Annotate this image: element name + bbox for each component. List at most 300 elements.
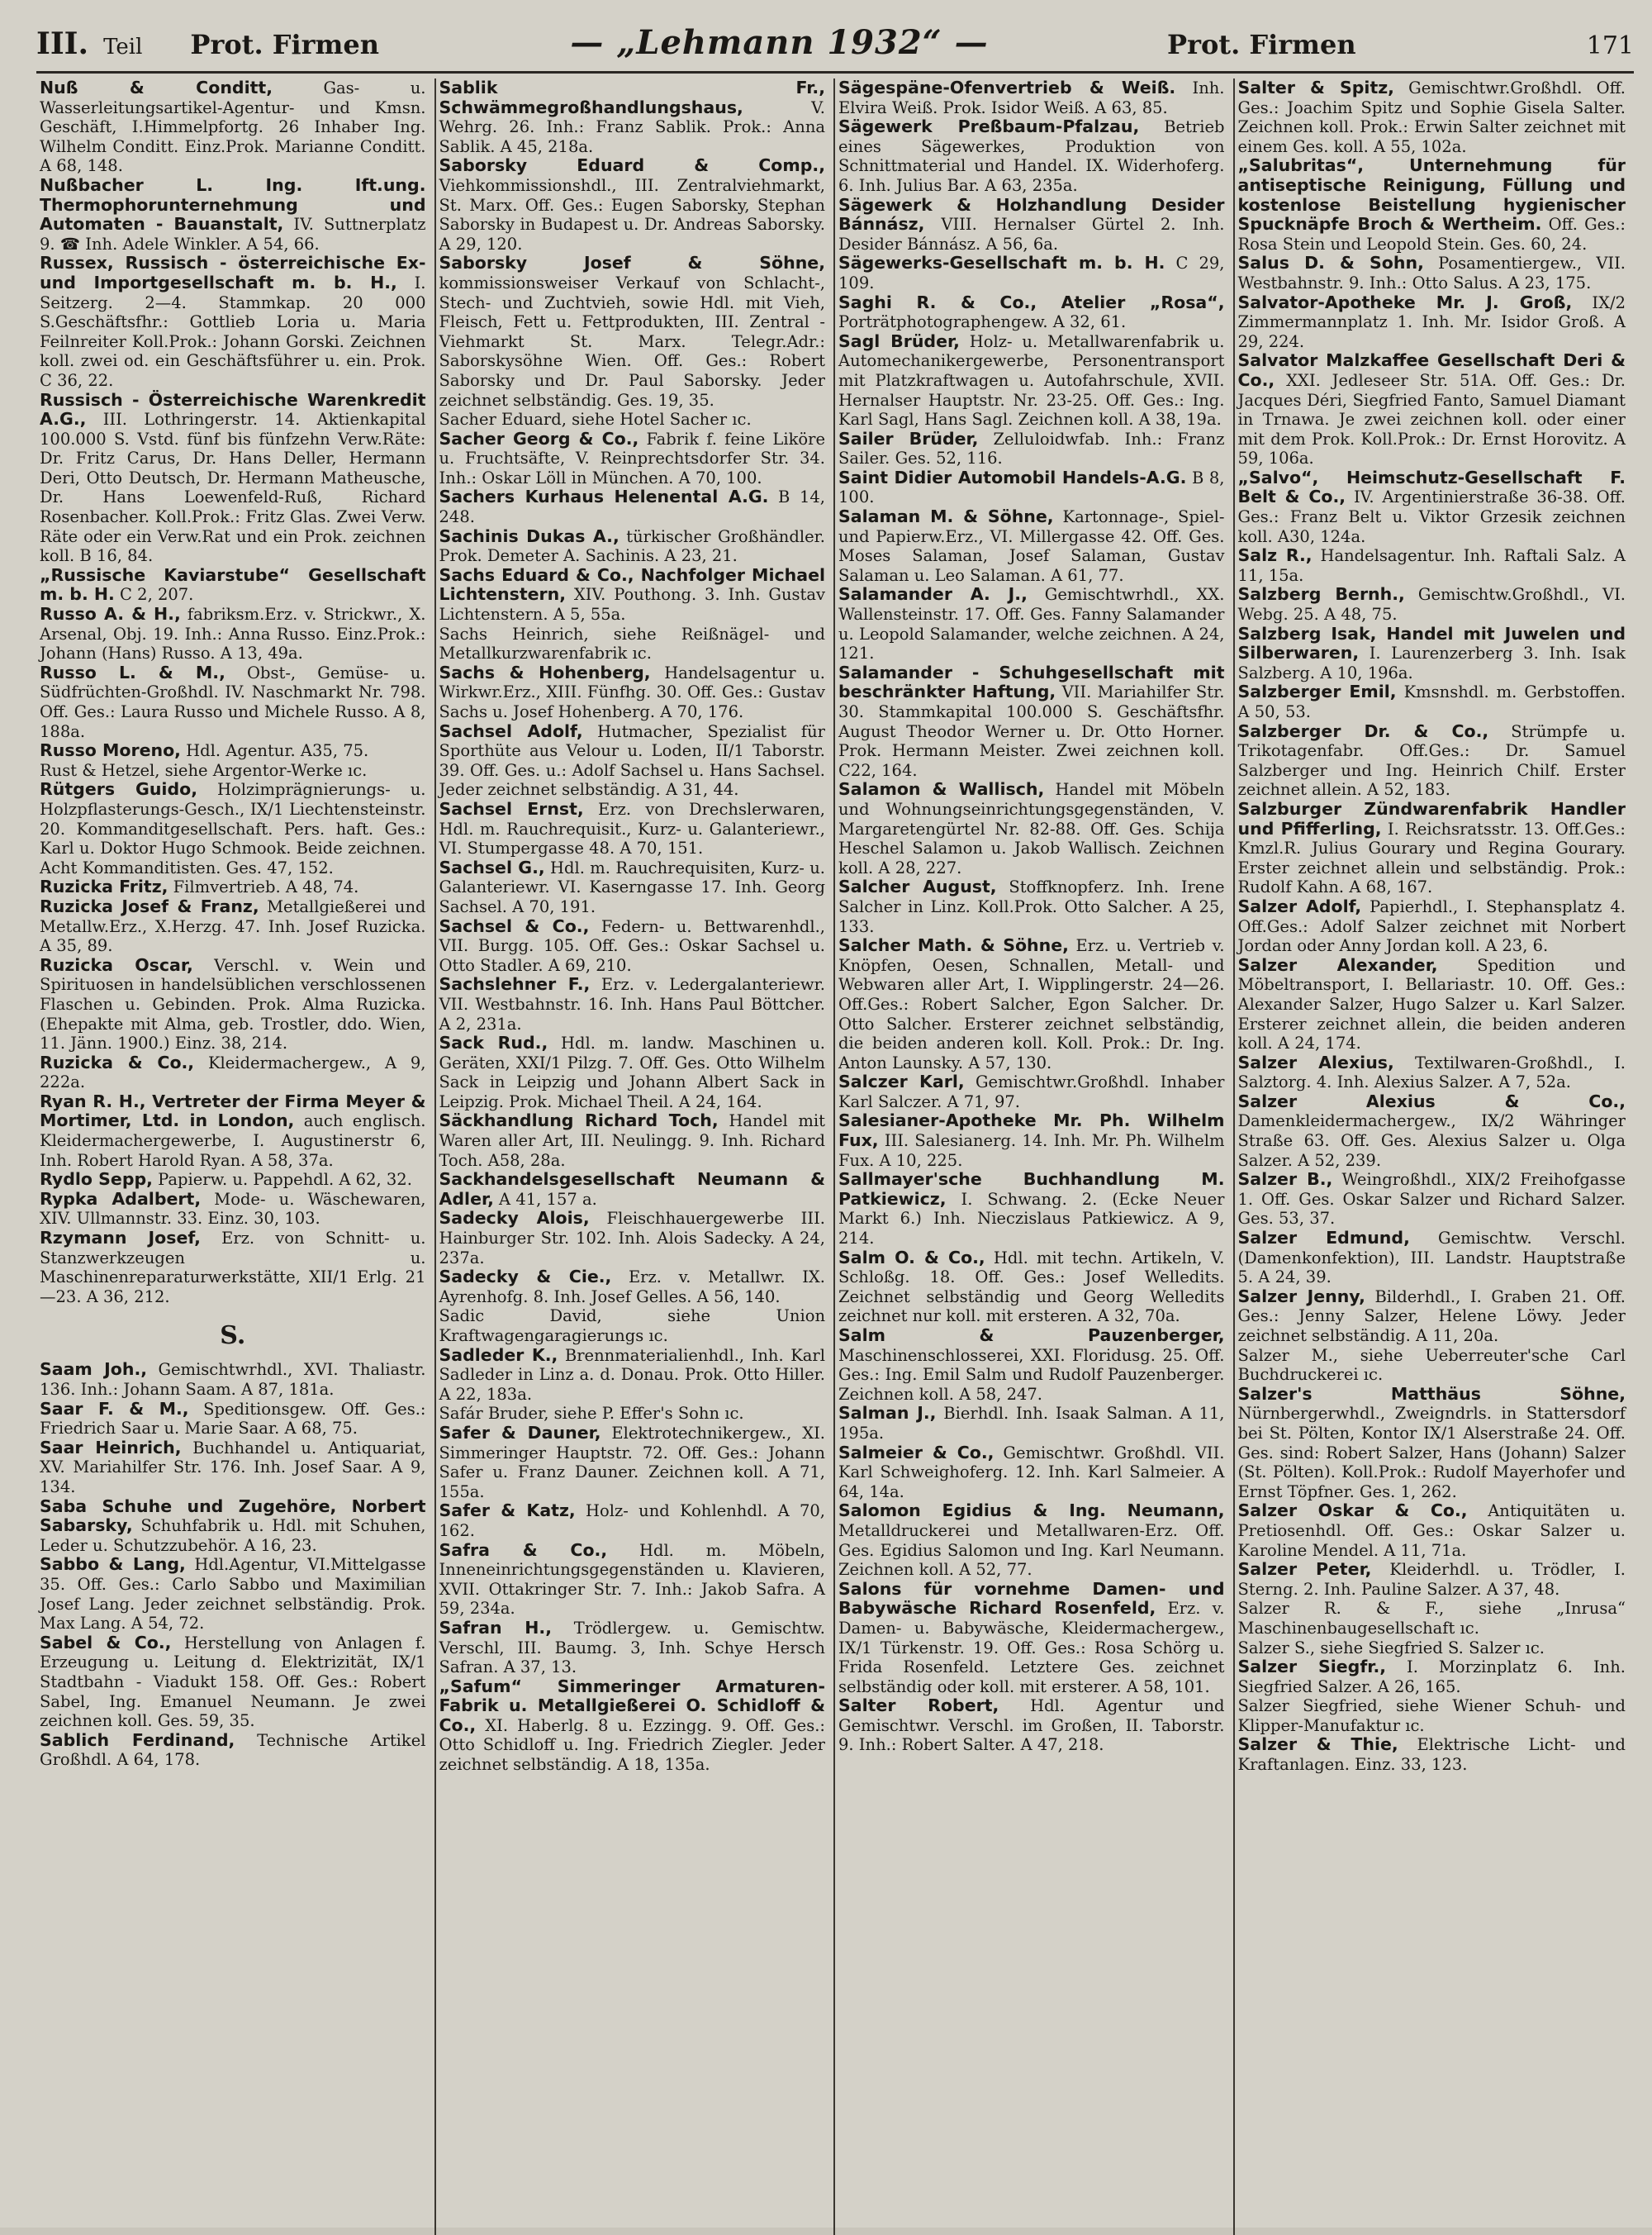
firm-name: Ruzicka Fritz, [40,877,169,897]
entry-details: Elektrotechnikergew., XI. Simmeringer Hauptstr. 72. Off. Ges.: Johann Safer u. Franz Dauner. Zeichnen koll. A 71, 155a. [439,1423,825,1501]
firm-name: Salvator Malzkaffee Gesellschaft Deri & Co., [1237,350,1626,390]
directory-entry [838,332,1225,430]
entry-details: Nürnbergerwhdl., Zweigndrls. in Stattersdorf bei St. Pölten, Kontor IX/1 Alserstraße 24. Off. Ges. sind: Robert Salzer, Hans (Johann) Salzer (St. Pölten). Koll.Prok.: Rudolf Mayerhofer und Ernst Töpfner. Ges. 1, 262. [1237,1404,1626,1501]
directory-entry [1238,468,1626,546]
directory-entry [1238,897,1626,956]
firm-name: Saar F. & M., [40,1398,189,1419]
entry-details: Zelluloidwfab. Inh.: Franz Sailer. Ges. 52, 116. [838,429,1225,468]
entry-details: XXI. Jedleseer Str. 51A. Off. Ges.: Dr. Jacques Déri, Siegfried Fanto, Samuel Diamant in Trnawa. Je zwei zeichnen koll. oder einer mit dem Prok. Koll.Prok.: Dr. Ernst Horovitz. A 59, 106a. [1237,370,1626,468]
entry-details: Kartonnage-, Spiel- und Papierw.Erz., VI. Millergasse 42. Off. Ges. Moses Salaman, Josef Salaman, Gustav Salaman u. Leo Salaman. A 61, 77. [838,507,1225,585]
firm-name: Sachsel G., [439,857,545,877]
entry-details: Schuhfabrik u. Hdl. mit Schuhen, Leder u. Schutzzubehör. A 16, 23. [40,1516,426,1555]
firm-name: Salzberger Emil, [1237,682,1397,702]
directory-entry [439,722,826,800]
firm-name: Salczer Karl, [838,1072,965,1092]
entry-details: Trödlergew. u. Gemischtw. Verschl, III. Baumg. 3, Inh. Schye Hersch Safran. A 37, 13. [439,1618,825,1677]
directory-entry [1238,546,1626,585]
entry-details: Salzer S., siehe Siegfried S. Salzer ıc. [1237,1638,1545,1657]
firm-name: Ruzicka & Co., [40,1052,195,1072]
directory-entry [439,975,826,1034]
directory-entry [1238,1229,1626,1287]
firm-name: Salesianer-Apotheke Mr. Ph. Wilhelm Fux, [838,1110,1225,1151]
directory-entry [1238,800,1626,897]
entry-details: Gemischtwrhdl., XVI. Thaliastr. 136. Inh.: Johann Saam. A 87, 181a. [40,1360,426,1399]
firm-name: Rzymann Josef, [40,1228,201,1248]
directory-entry [1238,1287,1626,1346]
firm-name: Sacher Georg & Co., [439,428,639,449]
firm-name: Safra & Co., [439,1539,608,1560]
directory-entry [1238,1385,1626,1502]
directory-entry [838,78,1225,117]
firm-name: Safran H., [439,1617,552,1638]
directory-entry [1238,1638,1626,1658]
firm-name: Saghi R. & Co., Atelier „Rosa“, [838,292,1225,312]
firm-name: Sägewerks-Gesellschaft m. b. H. [838,253,1165,273]
entry-details: Mode- u. Wäschewaren, XIV. Ullmannstr. 33. Einz. 30, 103. [40,1189,426,1229]
firm-name: Salamander - Schuhgesellschaft mit beschränkter Haftung, [838,662,1225,702]
directory-entry [838,468,1225,507]
entry-details: Hdl. m. Rauchrequisiten, Kurz- u. Galanteriewr. VI. Kaserngasse 17. Inh. Georg Sachsel. A 70, 191. [439,858,825,916]
directory-entry [439,917,826,976]
entry-details: Technische Artikel Großhdl. A 64, 178. [40,1730,426,1770]
directory-entry [439,800,826,858]
entry-details: fabriksm.Erz. v. Strickwr., X. Arsenal, Obj. 19. Inh.: Anna Russo. Einz.Prok.: Johann (Hans) Russo. A 13, 49a. [40,605,426,663]
entry-details: Safár Bruder, siehe P. Effer's Sohn ıc. [439,1404,744,1424]
entry-details: Erz. v. Ledergalanteriewr. VII. Westbahnstr. 16. Inh. Hans Paul Böttcher. A 2, 231a. [439,975,825,1034]
firm-name: Salamon & Wallisch, [838,779,1045,800]
entry-details: Gemischtwr. Großhdl. VII. Karl Schweighoferg. 12. Inh. Karl Salmeier. A 64, 14a. [838,1443,1225,1501]
entry-details: Gas- u. Wasserleitungsartikel-Agentur- und Kmsn. Geschäft, I.Himmelpfortg. 26 Inhaber Ing. Wilhelm Conditt. Einz.Prok. Marianne Conditt. A 68, 148. [40,78,426,176]
entry-details: Obst-, Gemüse- u. Südfrüchten-Großhdl. IV. Naschmarkt Nr. 798. Off. Ges.: Laura Russo und Michele Russo. A 8, 188a. [40,663,426,741]
entry-details: C 2, 207. [114,585,194,605]
entry-details: Antiquitäten u. Pretiosenhdl. Off. Ges.: Oskar Salzer u. Karoline Mendel. A 11, 71a. [1237,1501,1626,1560]
firm-name: Saborsky Eduard & Comp., [439,155,825,176]
entry-details: Damenkleidermachergew., IX/2 Währinger Straße 63. Off. Ges. Alexius Salzer u. Olga Salzer. A 52, 239. [1237,1111,1626,1170]
directory-entry [40,877,426,897]
firm-name: Salzer Siegfr., [1237,1657,1387,1677]
entry-details: I. Schwang. 2. (Ecke Neuer Markt 6.) Inh. Nieczislaus Patkiewicz. A 9, 214. [838,1189,1225,1248]
firm-name: Salzer Jenny, [1237,1286,1365,1306]
directory-entry [40,1633,426,1731]
firm-name: Safer & Dauner, [439,1422,601,1443]
entry-details: Hdl. m. Möbeln, Inneneinrichtungsgegenständen u. Klavieren, XVII. Ottakringer Str. 7. Inh.: Jakob Safra. A 59, 234a. [439,1540,825,1619]
section-right: Prot. Firmen [1167,29,1356,60]
directory-entry [40,1555,426,1633]
directory-entry [1238,1170,1626,1229]
firm-name: Salons für vornehme Damen- und Babywäsche Richard Rosenfeld, [838,1578,1225,1619]
entry-details: Off. Ges.: Rosa Stein und Leopold Stein. Ges. 60, 24. [1237,215,1626,254]
firm-name: Russo Moreno, [40,740,181,761]
directory-entry [40,1053,426,1092]
firm-name: Salzer & Thie, [1237,1734,1398,1755]
entry-details: VIII. Hernalser Gürtel 2. Inh. Desider Bánnász. A 56, 6a. [838,215,1225,254]
firm-name: Sachinis Dukas A., [439,525,620,546]
entry-details: Posamentiergew., VII. Westbahnstr. 9. Inh.: Otto Salus. A 23, 175. [1237,254,1626,292]
directory-entry [838,1501,1225,1579]
directory-entry [40,254,426,390]
directory-entry [838,1580,1225,1697]
entry-details: auch englisch. Kleidermachergewerbe, I. Augustinerstr 6, Inh. Robert Harold Ryan. A 58, 37a. [40,1111,426,1170]
firm-name: Rydlo Sepp, [40,1169,153,1190]
directory-entry [40,1731,426,1770]
directory-entry [838,254,1225,292]
entry-details: Filmvertrieb. A 48, 74. [168,877,359,897]
entry-details: Maschinenschlosserei, XXI. Floridusg. 25. Off. Ges.: Ing. Emil Salm und Rudolf Pauzenberger. Zeichnen koll. A 58, 247. [838,1345,1225,1404]
directory-entry [838,293,1225,332]
entry-details: Erz. von Schnitt- u. Stanzwerkzeugen u. Maschinenreparaturwerkstätte, XII/1 Erlg. 21—23. A 36, 212. [40,1229,426,1306]
entry-details: Elektrische Licht- und Kraftanlagen. Einz. 33, 123. [1237,1735,1626,1775]
firm-name: Sadecky & Cie., [439,1267,612,1287]
entry-details: IX/2 Zimmermannplatz 1. Inh. Mr. Isidor Groß. A 29, 224. [1237,292,1626,351]
directory-entry [439,1541,826,1619]
firm-name: Salus D. & Sohn, [1237,253,1424,273]
entry-details: Gemischtwrhdl., XX. Wallensteinstr. 17. Off. Ges. Fanny Salamander u. Leopold Salamander, welche zeichnen. A 24, 121. [838,585,1225,663]
entry-details: Hdl. mit techn. Artikeln, V. Schloßg. 18. Off. Ges.: Josef Welledits. Zeichnet selbständig und Georg Welledits zeichnet nur koll. mit ersteren. A 32, 70a. [838,1248,1225,1326]
entry-details: Holz- u. Metallwarenfabrik u. Automechanikergewerbe, Personentransport mit Platzkraftwagen u. Autofahrschule, XVII. Hernalser Hauptstr. Nr. 23-25. Off. Ges.: Ing. Karl Sagl, Hans Sagl. Zeichnen koll. A 38, 19a. [838,331,1225,430]
firm-name: Sägewerk & Holzhandlung Desider Bánnász, [838,194,1225,235]
entry-details: C 29, 109. [838,254,1225,292]
entry-details: Erz. v. Damen- u. Babywäsche, Kleidermachergew., IX/1 Türkenstr. 19. Off. Ges.: Rosa Schörg u. Frida Rosenfeld. Letztere Ges. zeichnet selbständig oder koll. mit ersterer. A 58, 101. [838,1599,1225,1696]
directory-entry [439,1209,826,1267]
entry-details: Papierw. u. Pappehdl. A 62, 32. [152,1170,412,1190]
entry-details: türkischer Großhändler. Prok. Demeter A. Sachinis. A 23, 21. [439,526,825,566]
directory-entry [439,1306,826,1345]
firm-name: Sägewerk Preßbaum-Pfalzau, [838,117,1140,137]
directory-entry [838,1111,1225,1170]
directory-entry [439,1267,826,1306]
firm-name: Sablik Fr., Schwämmegroßhandlungshaus, [439,78,825,117]
firm-name: Salzer Alexander, [1237,954,1438,975]
directory-entry [439,566,826,625]
entry-details: V. Wehrg. 26. Inh.: Franz Sablik. Prok.: Anna Sablik. A 45, 218a. [439,97,825,156]
firm-name: Salzberg Isak, Handel mit Juwelen und Silberwaren, [1237,623,1626,663]
entry-details: Verschl. v. Wein und Spirituosen in handelsüblichen verschlossenen Flaschen u. Gebinden. Prok. Alma Ruzicka. (Ehepakte mit Alma, geb. Trostler, ddo. Wien, 11. Jänn. 1900.) Einz. 38, 214. [40,955,426,1053]
entry-details: Metalldruckerei und Metallwaren-Erz. Off. Ges. Egidius Salomon und Ing. Karl Neumann. Zeichnen koll. A 52, 77. [838,1520,1225,1580]
directory-entry [1238,1053,1626,1092]
entry-details: Kmsnshdl. m. Gerbstoffen. A 50, 53. [1237,682,1626,721]
firm-name: Safer & Katz, [439,1500,576,1521]
directory-entry [439,254,826,410]
firm-name: Sadleder K., [439,1344,558,1365]
firm-name: Nußbacher L. Ing. Ift.ung. Thermophorunternehmung und Automaten - Bauanstalt, [40,174,426,235]
entry-details: Handel mit Möbeln und Wohnungseinrichtungsgegenständen, V. Margaretengürtel Nr. 82-88. Off. Ges. Schija Heschel Salamon u. Jakob Wallisch. Zeichnen koll. A 28, 227. [838,780,1225,877]
column-4 [1235,78,1635,2235]
entry-details: Federn- u. Bettwarenhdl., VII. Burgg. 105. Off. Ges.: Oskar Sachsel u. Otto Stadler. A 69, 210. [439,916,825,975]
firm-name: Sachers Kurhaus Helenental A.G. [439,487,769,507]
firm-name: Ryan R. H., Vertreter der Firma Meyer & Mortimer, Ltd. in London, [40,1091,426,1131]
firm-name: Salomon Egidius & Ing. Neumann, [838,1500,1225,1521]
directory-entry [838,585,1225,663]
directory-entry [439,1677,826,1775]
directory-entry [838,1326,1225,1404]
entry-details: Brennmaterialienhdl., Inh. Karl Sadleder in Linz a. d. Donau. Prok. Otto Hiller. A 22, 183a. [439,1345,825,1404]
firm-name: Sablich Ferdinand, [40,1729,235,1750]
firm-name: Salzberger Dr. & Co., [1237,720,1489,741]
firm-name: Salz R., [1237,545,1313,566]
directory-entry [40,1190,426,1229]
entry-details: Hdl. Agentur und Gemischtwr. Verschl. im Großen, II. Taborstr. 9. Inh.: Robert Salter. A 47, 218. [838,1696,1225,1755]
directory-entry [439,487,826,526]
entry-details: Viehkommissionshdl., III. Zentralviehmarkt, St. Marx. Off. Ges.: Eugen Saborsky, Stephan Saborsky in Budapest u. Dr. Andreas Saborsky. A 29, 120. [439,175,825,254]
entry-details: Fleischhauergewerbe III. Hainburger Str. 102. Inh. Alois Sadecky. A 24, 237a. [439,1209,825,1267]
firm-name: Saba Schuhe und Zugehöre, Norbert Sabarsky, [40,1496,426,1536]
directory-entry [1238,1346,1626,1385]
entry-details: Strümpfe u. Trikotagenfabr. Off.Ges.: Dr. Samuel Salzberger und Ing. Heinrich Chilf. Erster zeichnet allein. A 52, 183. [1237,721,1626,800]
entry-details: Spedition und Möbeltransport, I. Bellariastr. 10. Off. Ges.: Alexander Salzer, Hugo Salzer u. Karl Salzer. Ersterer zeichnet allein, die beiden anderen koll. A 24, 174. [1237,955,1626,1053]
directory-entry [838,507,1225,585]
firm-name: Salter & Spitz, [1237,78,1394,97]
entry-details: I. Morzinplatz 6. Inh. Siegfried Salzer. A 26, 165. [1237,1657,1626,1696]
firm-name: Salmeier & Co., [838,1442,995,1462]
entry-details: Textilwaren-Großhdl., I. Salztorg. 4. Inh. Alexius Salzer. A 7, 52a. [1237,1053,1626,1092]
entry-details: I. Reichsratsstr. 13. Off.Ges.: Kmzl.R. Julius Gourary und Regina Gourary. Erster zeichnet allein und selbständig. Prok.: Rudolf Kahn. A 68, 167. [1237,819,1626,897]
firm-name: Salcher August, [838,877,997,897]
directory-entry [838,1443,1225,1502]
page-header [36,23,1634,74]
entry-details: Sacher Eduard, siehe Hotel Sacher ıc. [439,410,752,430]
directory-entry [40,1229,426,1306]
entry-details: XI. Haberlg. 8 u. Ezzingg. 9. Off. Ges.: Otto Schidloff u. Ing. Friedrich Ziegler. Jeder zeichnet selbständig. A 18, 135a. [439,1715,825,1775]
entry-details: IV. Suttnerplatz 9. ☎ Inh. Adele Winkler. A 54, 66. [40,215,426,254]
directory-entry [1238,78,1626,156]
column-2 [436,78,836,2235]
directory-entry [40,1438,426,1497]
directory-entry [838,1696,1225,1755]
entry-columns [36,78,1634,2235]
entry-details: Weingroßhdl., XIX/2 Freihofgasse 1. Off. Ges. Oskar Salzer und Richard Salzer. Ges. 53, 37. [1237,1170,1626,1229]
firm-name: Sachsel Adolf, [439,720,583,741]
entry-details: Metallgießerei und Metallw.Erz., X.Herzg. 47. Inh. Josef Ruzicka. A 35, 89. [40,896,426,956]
firm-name: Ruzicka Oscar, [40,954,193,975]
firm-name: Salzer Edmund, [1237,1228,1410,1248]
directory-entry [838,936,1225,1072]
entry-details: Gemischtwr.Großhdl. Inhaber Karl Salczer. A 71, 97. [838,1072,1225,1111]
column-1 [36,78,436,2235]
entry-details: Erz. v. Metallwr. IX. Ayrenhofg. 8. Inh. Josef Gelles. A 56, 140. [439,1267,825,1306]
directory-entry [1238,156,1626,254]
firm-name: Rütgers Guido, [40,779,197,800]
entry-details: Handel mit Waren aller Art, III. Neulingg. 9. Inh. Richard Toch. A58, 28a. [439,1111,825,1170]
firm-name: Salzburger Zündwarenfabrik Handler und Pfifferling, [1237,798,1626,839]
firm-name: Sachsel Ernst, [439,798,584,819]
entry-details: Herstellung von Anlagen f. Erzeugung u. Leitung d. Elektrizität, IX/1 Stadtbahn - Viadukt 158. Off. Ges.: Robert Sabel, Ing. Emanuel Neumann. Je zwei zeichnen koll. Ges. 59, 35. [40,1633,426,1731]
entry-details: Sadic David, siehe Union Kraftwagengaragierungs ıc. [439,1306,825,1345]
directory-entry [1238,625,1626,683]
firm-name: Sagl Brüder, [838,330,960,351]
entry-details: Bierhdl. Inh. Isaak Salman. A 11, 195a. [838,1404,1225,1443]
directory-entry [838,117,1225,195]
directory-entry [439,1501,826,1540]
entry-details: Handelsagentur u. Wirkwr.Erz., XIII. Fünfhg. 30. Off. Ges.: Gustav Sachs u. Josef Hohenberg. A 70, 176. [439,663,825,721]
directory-entry [439,1170,826,1209]
firm-name: Nuß & Conditt, [40,78,273,97]
directory-entry [838,1170,1225,1248]
firm-name: Salzer Adolf, [1237,896,1362,916]
entry-details: Hdl.Agentur, VI.Mittelgasse 35. Off. Ges.: Carlo Sabbo und Maximilian Josef Lang. Jeder zeichnet selbständig. Prok. Max Lang. A 54, 72. [40,1555,426,1633]
page-number: 171 [1586,31,1634,60]
firm-name: Sachs Eduard & Co., Nachfolger Michael Lichtenstern, [439,564,825,605]
entry-details: I. Seitzerg. 2—4. Stammkap. 20 000 S.Geschäftsfhr.: Gottlieb Loria u. Maria Feilnreiter Koll.Prok.: Johann Gorski. Zeichnen koll. zwei od. ein Geschäftsführer u. ein. Prok. C 36, 22. [40,273,426,390]
entry-details: Rust & Hetzel, siehe Argentor-Werke ıc. [40,760,368,780]
directory-entry [1238,722,1626,800]
directory-entry [40,663,426,741]
firm-name: „Safum“ Simmeringer Armaturen-Fabrik u. Metallgießerei O. Schidloff & Co., [439,1676,825,1735]
directory-entry [40,761,426,781]
directory-entry [838,1248,1225,1326]
firm-name: Rypka Adalbert, [40,1188,202,1209]
directory-entry [40,780,426,877]
section-letter-heading: S. [220,1321,246,1351]
directory-entry [1238,351,1626,468]
directory-entry [1238,1696,1626,1735]
firm-name: Saint Didier Automobil Handels-A.G. [838,467,1187,487]
firm-name: Saborsky Josef & Söhne, [439,253,825,273]
firm-name: Salcher Math. & Söhne, [838,935,1069,956]
directory-entry [838,1072,1225,1111]
entry-details: Gemischtw. Verschl. (Damenkonfektion), III. Landstr. Hauptstraße 5. A 24, 39. [1237,1229,1626,1287]
directory-entry [439,663,826,722]
entry-details: Gemischtw.Großhdl., VI. Webg. 25. A 48, 75. [1237,585,1626,625]
directory-entry [1238,254,1626,292]
entry-details: III. Lothringerstr. 14. Aktienkapital 100.000 S. Vstd. fünf bis fünfzehn Verw.Räte: Dr. Fritz Carus, Dr. Hans Deller, Hermann Deri, Otto Deutsch, Dr. Hermann Matheusche, Dr. Hans Loewenfeld-Ruß, Richard Rosenbacher. Koll.Prok.: Fritz Glas. Zwei Verw. Räte oder ein Verw.Rat und ein Prok. zeichnen koll. B 16, 84. [40,410,426,566]
firm-name: Sachslehner F., [439,974,591,995]
entry-details: Salzer Siegfried, siehe Wiener Schuh- und Klipper-Manufaktur ıc. [1237,1696,1626,1735]
section-left: Prot. Firmen [190,29,379,60]
firm-name: Ruzicka Josef & Franz, [40,896,259,916]
entry-details: Erz. von Drechslerwaren, Hdl. m. Rauchrequisit., Kurz- u. Galanteriewr., VI. Stumpergasse 48. A 70, 151. [439,799,825,858]
entry-details: Papierhdl., I. Stephansplatz 4. Off.Ges.: Adolf Salzer zeichnet mit Norbert Jordan oder Anny Jordan koll. A 23, 6. [1237,896,1626,956]
directory-entry [1238,1501,1626,1560]
entry-details: Porträtphotographengew. A 32, 61. [838,312,1127,332]
firm-name: Russisch - Österreichische Warenkredit A.G., [40,389,426,430]
directory-entry [40,78,426,176]
entry-details: Salzer R. & F., siehe „Inrusa“ Maschinenbaugesellschaft ıc. [1237,1599,1626,1638]
directory-entry [40,741,426,761]
directory-entry [439,1404,826,1424]
entry-details: Hdl. Agentur. A35, 75. [180,741,369,761]
firm-name: Salzer Alexius, [1237,1052,1394,1072]
entry-details: Buchhandel u. Antiquariat, XV. Mariahilfer Str. 176. Inh. Josef Saar. A 9, 134. [40,1438,426,1496]
entry-details: Erz. u. Vertrieb v. Knöpfen, Oesen, Schnallen, Metall- und Webwaren aller Art, I. Wipplingerstr. 24—26. Off.Ges.: Robert Salcher, Egon Salcher. Dr. Otto Salcher. Ersterer zeichnet selbständig, die beiden anderen koll. Koll. Prok.: Dr. Ing. Anton Launsky. A 57, 130. [838,936,1225,1072]
firm-name: Russo L. & M., [40,662,225,682]
firm-name: Saar Heinrich, [40,1437,182,1458]
firm-name: „Salvo“, Heimschutz-Gesellschaft F. Belt & Co., [1237,467,1626,507]
entry-details: IV. Argentinierstraße 36-38. Off. Ges.: Franz Belt u. Viktor Grzesik zeichnen koll. A30, 124a. [1237,487,1626,546]
firm-name: Salamander A. J., [838,584,1028,605]
entry-details: Betrieb eines Sägewerkes, Produktion von Schnittmaterial und Handel. IX. Widerhoferg. 6. Inh. Julius Bar. A 63, 235a. [838,117,1225,195]
directory-entry [40,605,426,663]
firm-name: Russo A. & H., [40,604,181,625]
entry-details: B 8, 100. [838,468,1225,507]
directory-entry [439,527,826,566]
entry-details: Inh. Elvira Weiß. Prok. Isidor Weiß. A 63, 85. [838,78,1225,117]
directory-entry [1238,1735,1626,1774]
firm-name: Salvator-Apotheke Mr. J. Groß, [1237,292,1573,312]
entry-details: Hdl. m. landw. Maschinen u. Geräten, XXI/1 Pilzg. 7. Off. Ges. Otto Wilhelm Sack in Leipzig und Johann Albert Sack in Leipzig. Prok. Michael Theil. A 24, 164. [439,1034,825,1111]
directory-entry [439,156,826,254]
entry-details: Gemischtwr.Großhdl. Off. Ges.: Joachim Spitz und Sophie Gisela Salter. Zeichnen koll. Prok.: Erwin Salter zeichnet mit einem Ges. koll. A 55, 102a. [1237,78,1626,156]
directory-entry [1238,682,1626,721]
directory-entry [1238,585,1626,624]
directory-entry [439,1034,826,1111]
directory-entry [838,663,1225,781]
entry-details: Hutmacher, Spezialist für Sporthüte aus Velour u. Loden, II/1 Taborstr. 39. Off. Ges. u.: Adolf Sachsel u. Hans Sachsel. Jeder zeichnet selbständig. A 31, 44. [439,721,825,800]
entry-details: Kleidermachergew., A 9, 222a. [40,1053,426,1092]
entry-details: Fabrik f. feine Liköre u. Fruchtsäfte, V. Reinprechtsdorfer Str. 34. Inh.: Oskar Löll in München. A 70, 100. [439,429,825,487]
entry-details: Bilderhdl., I. Graben 21. Off. Ges.: Jenny Salzer, Helene Löwy. Jeder zeichnet selbständig. A 11, 20a. [1237,1286,1626,1345]
firm-name: Sachs & Hohenberg, [439,662,651,682]
firm-name: Sallmayer'sche Buchhandlung M. Patkiewicz, [838,1169,1225,1209]
directory-entry [439,858,826,917]
directory-entry [40,391,426,566]
directory-entry [40,897,426,956]
firm-name: Sachsel & Co., [439,915,590,936]
directory-entry [838,780,1225,877]
directory-entry [838,877,1225,936]
directory-entry [439,1346,826,1405]
firm-name: Sägespäne-Ofenvertrieb & Weiß. [838,78,1176,97]
directory-entry [838,1404,1225,1443]
firm-name: Russex, Russisch - österreichische Ex- und Importgesellschaft m. b. H., [40,253,426,292]
directory-entry [1238,1599,1626,1638]
entry-details: Holz- und Kohlenhdl. A 70, 162. [439,1501,826,1540]
firm-name: Salm & Pauzenberger, [838,1325,1225,1345]
firm-name: „Russische Kaviarstube“ Gesellschaft m. b. H. [40,564,426,605]
column-3 [835,78,1235,2235]
firm-name: Salm O. & Co., [838,1247,985,1267]
firm-name: Salzer B., [1237,1169,1333,1190]
entry-details: Stoffknopferz. Inh. Irene Salcher in Linz. Koll.Prok. Otto Salcher. A 25, 133. [838,877,1225,936]
directory-entry [40,1497,426,1556]
firm-name: „Salubritas“, Unternehmung für antiseptische Reinigung, Füllung und kostenlose Beistellung hygienischer Spucknäpfe Broch & Wertheim. [1237,155,1626,235]
directory-entry [439,1619,826,1677]
firm-name: Sack Rud., [439,1033,548,1053]
directory-entry [40,1092,426,1170]
directory-entry [1238,1092,1626,1170]
firm-name: Salzberg Bernh., [1237,584,1405,605]
directory-entry [838,196,1225,254]
part-label: Teil [103,35,143,59]
directory-entry [439,78,826,156]
directory-entry [40,956,426,1053]
firm-name: Sackhandelsgesellschaft Neumann & Adler, [439,1169,825,1209]
entry-details: XIV. Pouthong. 3. Inh. Gustav Lichtenstern. A 5, 55a. [439,585,825,625]
entry-details: Kleiderhdl. u. Trödler, I. Sterng. 2. Inh. Pauline Salzer. A 37, 48. [1237,1560,1626,1599]
firm-name: Salzer Oskar & Co., [1237,1500,1468,1521]
firm-name: Salaman M. & Söhne, [838,506,1054,527]
firm-name: Salzer Alexius & Co., [1237,1091,1626,1111]
directory-entry [40,566,426,605]
directory-title: — „Lehmann 1932“ — [570,23,989,62]
firm-name: Saam Joh., [40,1359,148,1380]
entry-details: Speditionsgew. Off. Ges.: Friedrich Saar u. Marie Saar. A 68, 75. [40,1399,426,1438]
directory-entry [1238,1657,1626,1696]
directory-entry [1238,956,1626,1053]
firm-name: Salman J., [838,1403,937,1424]
firm-name: Sailer Brüder, [838,428,979,449]
entry-details: I. Laurenzerberg 3. Inh. Isak Salzberg. A 10, 196a. [1237,644,1626,682]
firm-name: Salzer's Matthäus Söhne, [1237,1383,1626,1404]
directory-entry [439,1424,826,1501]
entry-details: Sachs Heinrich, siehe Reißnägel- und Metallkurzwarenfabrik ıc. [439,624,825,663]
header-left [36,26,392,61]
firm-name: Salter Robert, [838,1695,999,1716]
directory-entry [439,430,826,488]
firm-name: Sabel & Co., [40,1632,172,1652]
entry-details: Holzimprägnierungs- u. Holzpflasterungs-Gesch., IX/1 Liechtensteinstr. 20. Kommanditgesellschaft. Pers. haft. Ges.: Karl u. Doktor Hugo Schmook. Beide zeichnen. Acht Kommanditisten. Ges. 47, 152. [40,780,426,877]
entry-details: A 41, 157 a. [493,1189,597,1209]
entry-details: kommissionsweiser Verkauf von Schlacht-, Stech- und Zuchtvieh, sowie Hdl. mit Vieh, Fleisch, Fett u. Fettprodukten, III. Zentral - Viehmarkt St. Marx. Telegr.Adr.: Saborskysöhne Wien. Off. Ges.: Robert Saborsky und Dr. Paul Saborsky. Jeder zeichnet selbständig. Ges. 19, 35. [439,273,825,410]
